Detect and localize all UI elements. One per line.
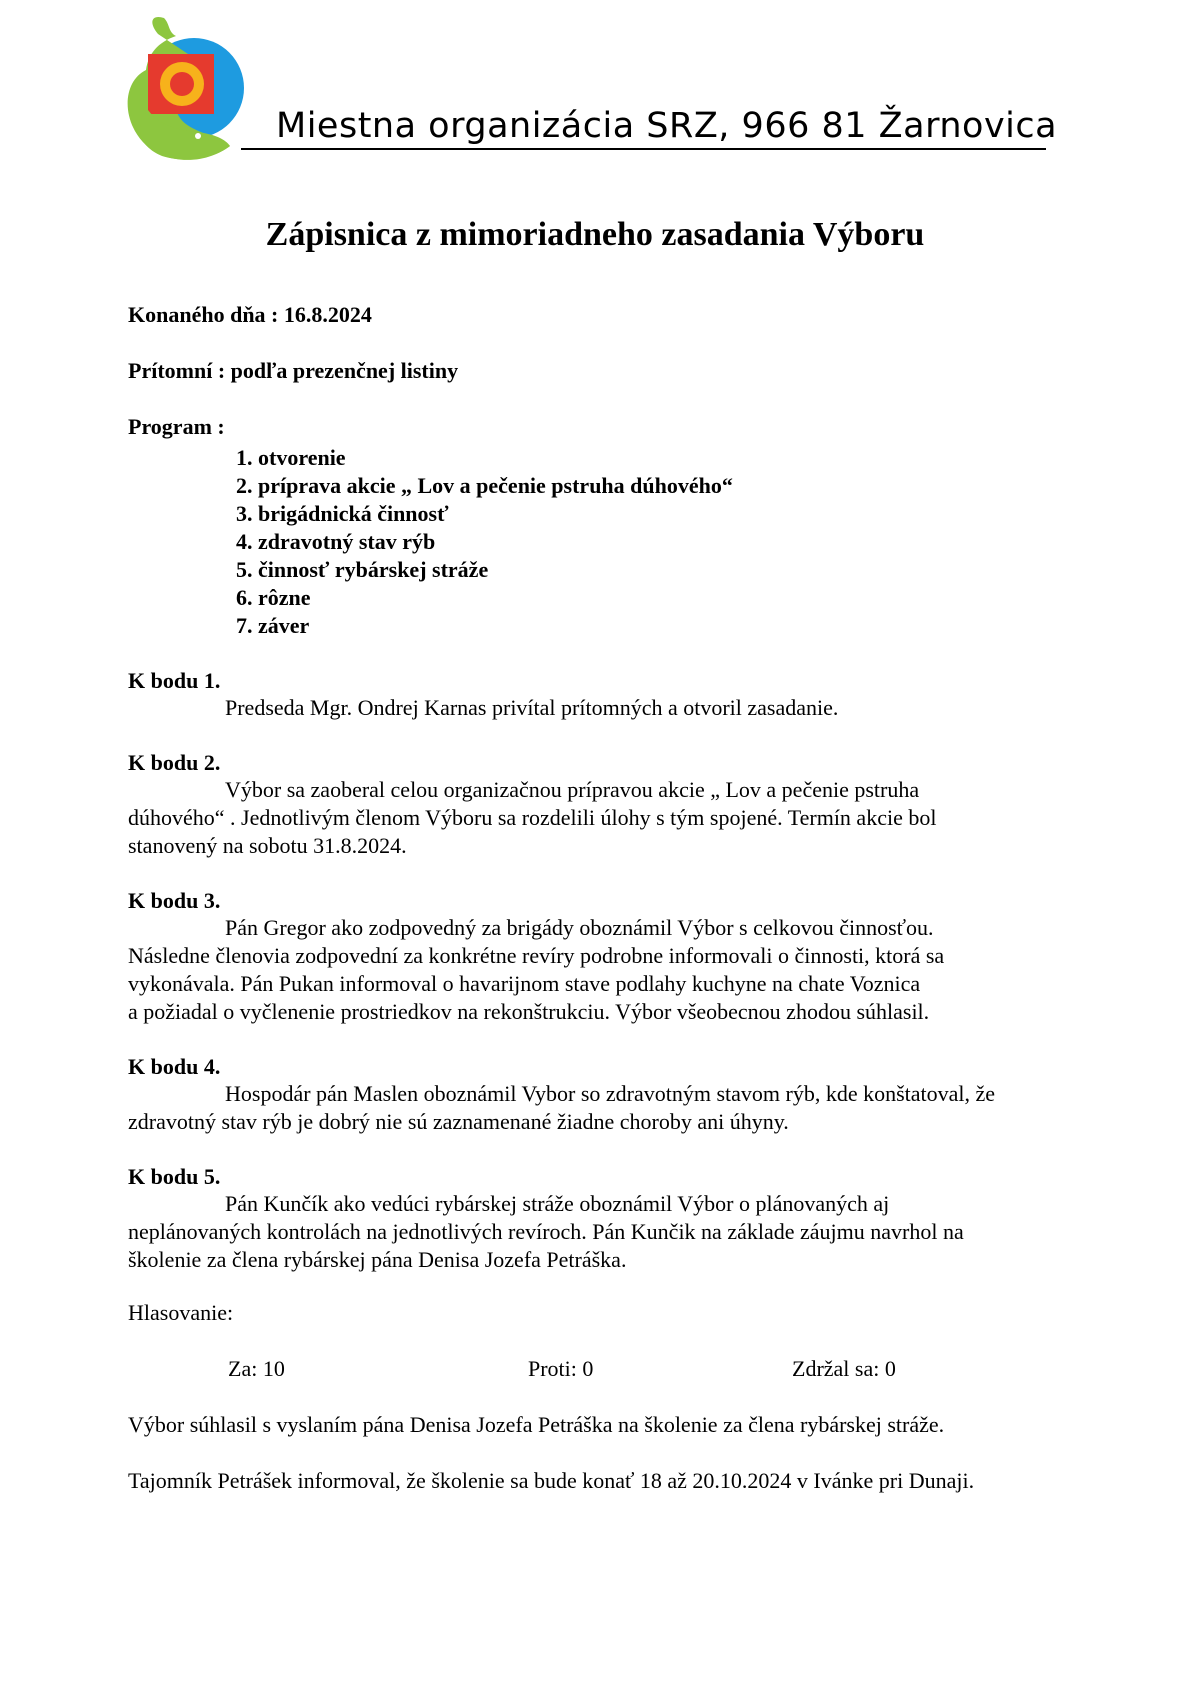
section-body: [128, 694, 838, 722]
section-heading: K bodu 5.: [128, 1164, 221, 1189]
section-line: stanovený na sobotu 31.8.2024.: [128, 833, 407, 858]
section-line: Hospodár pán Maslen oboznámil Vybor so zdravotným stavom rýb, kde konštatoval, že: [225, 1081, 996, 1106]
organization-name: Miestna organizácia SRZ, 966 81 Žarnovica: [276, 106, 1058, 146]
section-heading: K bodu 3.: [128, 888, 221, 913]
letterhead: [118, 14, 1058, 164]
program-item: 4. zdravotný stav rýb: [236, 529, 436, 554]
attendance: Prítomní : podľa prezenčnej listiny: [128, 358, 459, 383]
program-item: 5. činnosť rybárskej stráže: [236, 557, 489, 582]
section-heading: K bodu 2.: [128, 750, 221, 775]
program-list: [236, 444, 733, 640]
program-item: 1. otvorenie: [236, 445, 346, 470]
section-line: neplánovaných kontrolách na jednotlivých revíroch. Pán Kunčik na základe záujmu navrhol na: [128, 1219, 964, 1244]
votes-against: Proti: 0: [528, 1356, 594, 1381]
section-line: školenie za člena rybárskej pána Denisa Jozefa Petráška.: [128, 1247, 627, 1272]
program-item: 7. záver: [236, 613, 310, 638]
section-heading: K bodu 4.: [128, 1054, 221, 1079]
section-line: Následne členovia zodpovední za konkrétne revíry podrobne informovali o činnosti, ktorá sa: [128, 943, 945, 968]
section-line: Pán Gregor ako zodpovedný za brigády oboznámil Výbor s celkovou činnosťou.: [225, 915, 934, 940]
header-divider: [241, 148, 1046, 150]
program-item: 2. príprava akcie „ Lov a pečenie pstruha dúhového“: [236, 473, 733, 498]
program-item: 3. brigádnická činnosť: [236, 501, 449, 526]
program-label: Program :: [128, 414, 225, 439]
section-line: vykonávala. Pán Pukan informoval o havarijnom stave podlahy kuchyne na chate Voznica: [128, 971, 921, 996]
section-line: zdravotný stav rýb je dobrý nie sú zaznamenané žiadne choroby ani úhyny.: [128, 1109, 789, 1134]
section-heading: K bodu 1.: [128, 668, 221, 693]
section-body: [128, 776, 936, 860]
meeting-date: Konaného dňa : 16.8.2024: [128, 302, 372, 327]
program-item: 6. rôzne: [236, 585, 311, 610]
section-body: [128, 1080, 995, 1136]
votes-for: Za: 10: [228, 1356, 285, 1381]
section-line: dúhového“ . Jednotlivým členom Výboru sa rozdelili úlohy s tým spojené. Termín akcie bol: [128, 805, 937, 830]
document-title: Zápisnica z mimoriadneho zasadania Výboru: [265, 216, 925, 253]
srz-fish-logo-icon: [118, 14, 258, 164]
section-body: [128, 1190, 964, 1274]
section-line: a požiadal o vyčlenenie prostriedkov na rekonštrukciu. Výbor všeobecnou zhodou súhlasil.: [128, 999, 930, 1024]
votes-abstain: Zdržal sa: 0: [792, 1356, 896, 1381]
closing-statement: Tajomník Petrášek informoval, že školenie sa bude konať 18 až 20.10.2024 v Ivánke pri Dunaji.: [128, 1468, 975, 1493]
section-line: Predseda Mgr. Ondrej Karnas privítal prítomných a otvoril zasadanie.: [225, 695, 839, 720]
closing-statement: Výbor súhlasil s vyslaním pána Denisa Jozefa Petráška na školenie za člena rybárskej stráže.: [128, 1412, 945, 1437]
section-line: Pán Kunčík ako vedúci rybárskej stráže oboznámil Výbor o plánovaných aj: [225, 1191, 890, 1216]
section-body: [128, 914, 944, 1026]
section-line: Výbor sa zaoberal celou organizačnou prípravou akcie „ Lov a pečenie pstruha: [225, 777, 920, 802]
voting-label: Hlasovanie:: [128, 1300, 234, 1325]
